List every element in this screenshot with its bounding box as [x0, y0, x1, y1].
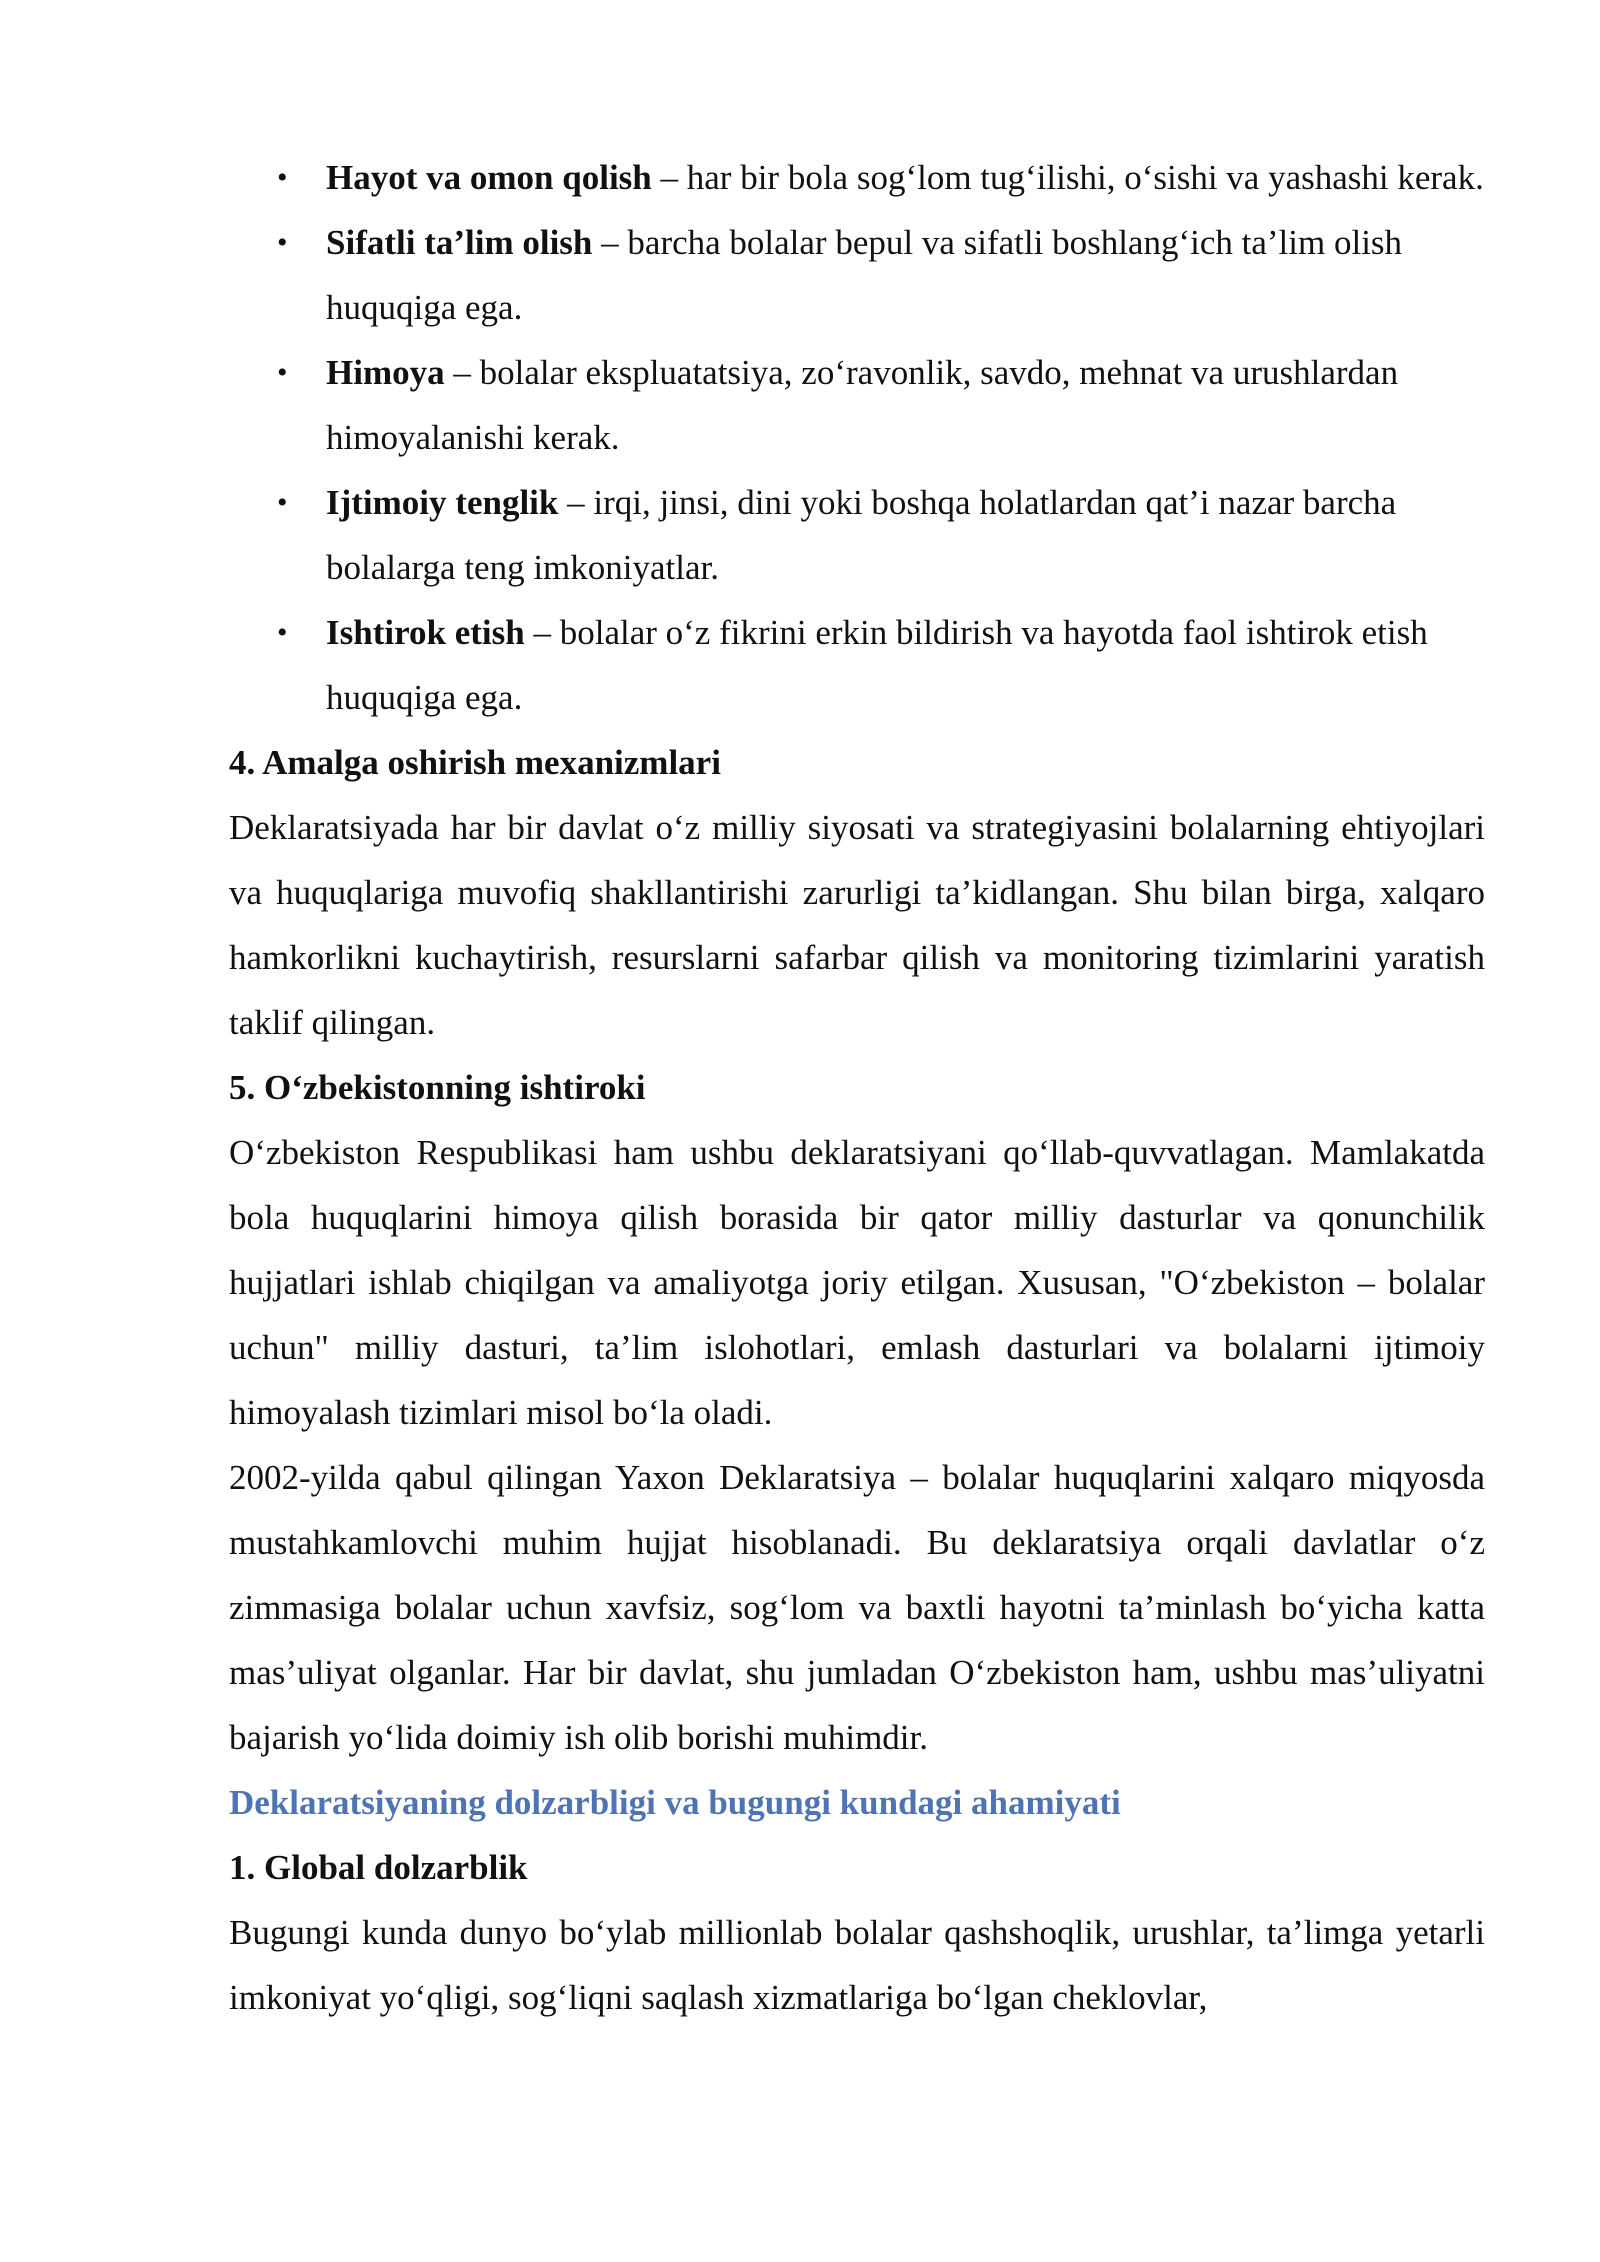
section-5-paragraph-2: 2002-yilda qabul qilingan Yaxon Deklaratsiya – bolalar huquqlarini xalqaro miqyosda mustahkamlovchi muhim hujjat hisoblanadi. Bu deklaratsiya orqali davlatlar o‘z zimmasiga bolalar uchun xavfsiz, sog‘lom va baxtli hayotni ta’minlash bo‘yicha katta mas’uliyat olganlar. Har bir davlat, shu jumladan O‘zbekiston ham, ushbu mas’uliyatni bajarish yo‘lida doimiy ish olib borishi muhimdir. — [229, 1458, 1485, 1757]
rights-list — [229, 145, 1485, 730]
section-5-paragraph-1: O‘zbekiston Respublikasi ham ushbu deklaratsiyani qo‘llab-quvvatlagan. Mamlakatda bola huquqlarini himoya qilish borasida bir qator milliy dasturlar va qonunchilik hujjatlari ishlab chiqilgan va amaliyotga joriy etilgan. Xususan, "O‘zbekiston – bolalar uchun" milliy dasturi, ta’lim islohotlari, emlash dasturlari va bolalarni ijtimoiy himoyalash tizimlari misol bo‘la oladi. — [229, 1133, 1485, 1432]
list-item — [229, 145, 1485, 210]
list-item-text: – irqi, jinsi, dini yoki boshqa holatlardan qat’i nazar barcha bolalarga teng imkoniyatlar. — [326, 483, 1397, 587]
list-item-text: – barcha bolalar bepul va sifatli boshlang‘ich ta’lim olish huquqiga ega. — [326, 223, 1403, 327]
section-4-heading: 4. Amalga oshirish mexanizmlari — [229, 743, 721, 782]
document-page — [229, 145, 1485, 2030]
section-4-paragraph: Deklaratsiyada har bir davlat o‘z milliy siyosati va strategiyasini bolalarning ehtiyojlari va huquqlariga muvofiq shakllantirishi zarurligi ta’kidlangan. Shu bilan birga, xalqaro hamkorlikni kuchaytirish, resurslarni safarbar qilish va monitoring tizimlarini yaratish taklif qilingan. — [229, 808, 1485, 1042]
relevance-section-heading: Deklaratsiyaning dolzarbligi va bugungi kundagi ahamiyati — [229, 1783, 1121, 1822]
bullet-icon: • — [277, 161, 288, 194]
global-relevance-paragraph: Bugungi kunda dunyo bo‘ylab millionlab bolalar qashshoqlik, urushlar, ta’limga yetarli imkoniyat yo‘qligi, sog‘liqni saqlash xizmatlariga bo‘lgan cheklovlar, — [229, 1913, 1485, 2017]
list-item-term: Ijtimoiy tenglik — [326, 483, 559, 522]
list-item — [229, 210, 1485, 340]
list-item-term: Sifatli ta’lim olish — [326, 223, 593, 262]
list-item-text: – bolalar ekspluatatsiya, zo‘ravonlik, savdo, mehnat va urushlardan himoyalanishi kerak. — [326, 353, 1399, 457]
bullet-icon: • — [277, 616, 288, 649]
list-item-term: Hayot va omon qolish — [326, 158, 652, 197]
bullet-icon: • — [277, 356, 288, 389]
list-item — [229, 600, 1485, 730]
bullet-icon: • — [277, 226, 288, 259]
list-item — [229, 470, 1485, 600]
list-item-text: – bolalar o‘z fikrini erkin bildirish va hayotda faol ishtirok etish huquqiga ega. — [326, 613, 1428, 717]
list-item-text: – har bir bola sog‘lom tug‘ilishi, o‘sishi va yashashi kerak. — [651, 158, 1484, 197]
bullet-icon: • — [277, 486, 288, 519]
list-item-term: Himoya — [326, 353, 445, 392]
section-5-heading: 5. O‘zbekistonning ishtiroki — [229, 1068, 646, 1107]
list-item — [229, 340, 1485, 470]
list-item-term: Ishtirok etish — [326, 613, 525, 652]
global-relevance-heading: 1. Global dolzarblik — [229, 1848, 528, 1887]
